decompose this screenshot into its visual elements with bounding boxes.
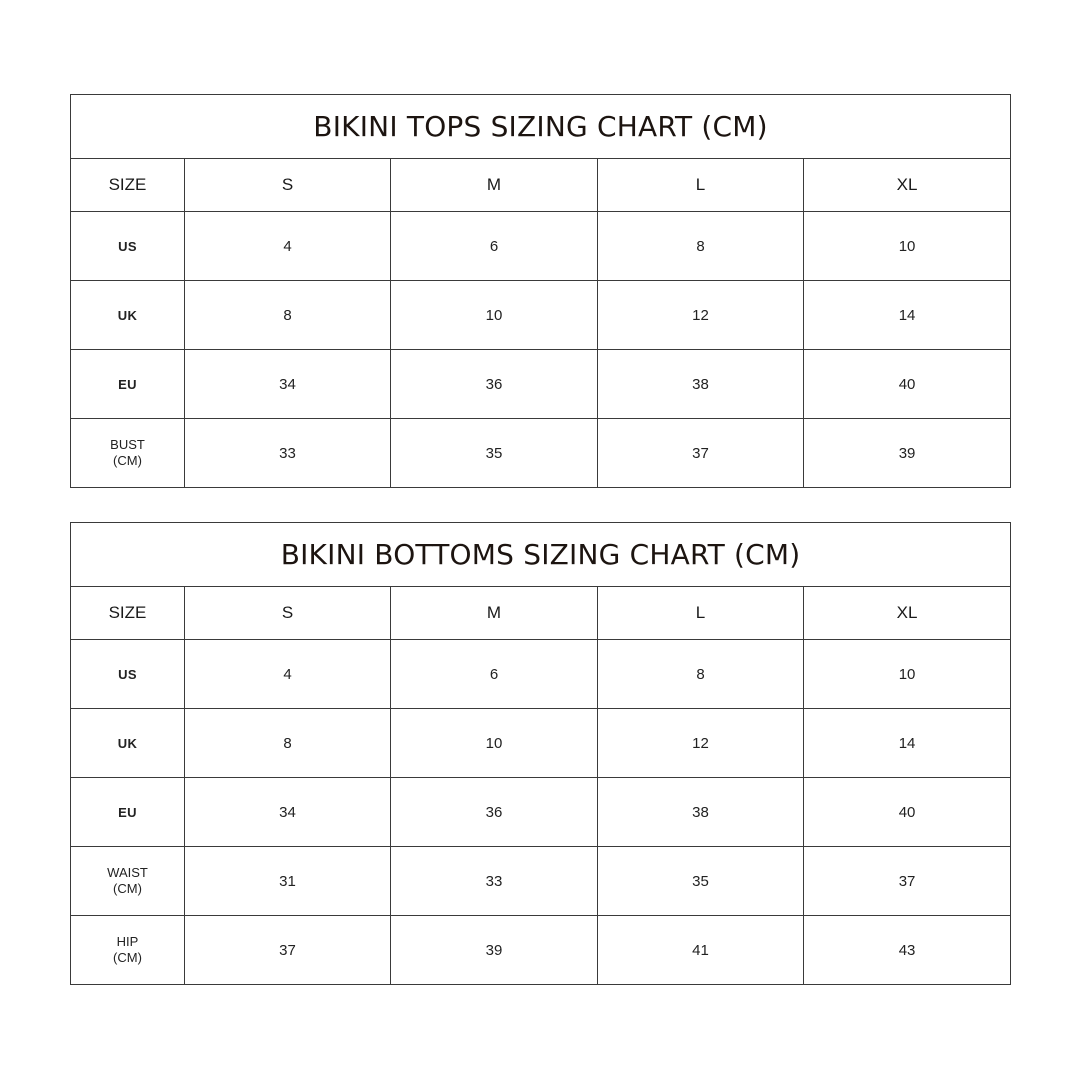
table-cell: 8 <box>185 709 391 778</box>
table-cell: 38 <box>598 778 804 847</box>
table-cell: 37 <box>804 847 1011 916</box>
table-cell: 10 <box>391 709 598 778</box>
table-cell: 8 <box>185 281 391 350</box>
bottoms-sizing-table <box>70 522 1011 985</box>
tops-row-bust <box>71 419 1011 488</box>
table-cell: 33 <box>391 847 598 916</box>
table-cell: 33 <box>185 419 391 488</box>
size-header-label: SIZE <box>71 587 185 640</box>
row-label-text: WAIST <box>107 865 148 880</box>
table-cell: 37 <box>185 916 391 985</box>
table-cell: 40 <box>804 350 1011 419</box>
row-label-eu: EU <box>71 778 185 847</box>
table-cell: 40 <box>804 778 1011 847</box>
table-cell: 31 <box>185 847 391 916</box>
bottoms-header-row <box>71 587 1011 640</box>
table-cell: 14 <box>804 709 1011 778</box>
tops-header-row <box>71 159 1011 212</box>
table-cell: 39 <box>804 419 1011 488</box>
table-cell: 39 <box>391 916 598 985</box>
row-label-text: BUST <box>110 437 145 452</box>
table-cell: 10 <box>804 640 1011 709</box>
tops-row-us <box>71 212 1011 281</box>
table-cell: 36 <box>391 350 598 419</box>
bottoms-row-us <box>71 640 1011 709</box>
table-cell: 35 <box>391 419 598 488</box>
table-cell: 6 <box>391 640 598 709</box>
size-header-xl: XL <box>804 159 1011 212</box>
row-label-text: HIP <box>116 934 139 949</box>
size-header-xl: XL <box>804 587 1011 640</box>
size-header-m: M <box>391 159 598 212</box>
row-label-bust <box>71 419 185 488</box>
row-label-uk: UK <box>71 281 185 350</box>
row-label-waist <box>71 847 185 916</box>
tops-row-uk <box>71 281 1011 350</box>
table-cell: 6 <box>391 212 598 281</box>
size-header-s: S <box>185 587 391 640</box>
table-cell: 34 <box>185 778 391 847</box>
tops-sizing-table <box>70 94 1011 488</box>
row-label-unit: (CM) <box>113 950 142 965</box>
table-cell: 34 <box>185 350 391 419</box>
table-cell: 10 <box>804 212 1011 281</box>
table-cell: 43 <box>804 916 1011 985</box>
row-label-us: US <box>71 212 185 281</box>
size-header-l: L <box>598 159 804 212</box>
table-cell: 35 <box>598 847 804 916</box>
bottoms-row-uk <box>71 709 1011 778</box>
row-label-eu: EU <box>71 350 185 419</box>
bottoms-chart-title: BIKINI BOTTOMS SIZING CHART (CM) <box>71 523 1011 587</box>
table-cell: 10 <box>391 281 598 350</box>
table-cell: 38 <box>598 350 804 419</box>
table-cell: 8 <box>598 640 804 709</box>
table-cell: 12 <box>598 709 804 778</box>
table-cell: 12 <box>598 281 804 350</box>
bottoms-row-hip <box>71 916 1011 985</box>
row-label-uk: UK <box>71 709 185 778</box>
table-cell: 4 <box>185 640 391 709</box>
tops-chart-title: BIKINI TOPS SIZING CHART (CM) <box>71 95 1011 159</box>
table-cell: 37 <box>598 419 804 488</box>
table-cell: 4 <box>185 212 391 281</box>
table-cell: 8 <box>598 212 804 281</box>
size-header-m: M <box>391 587 598 640</box>
row-label-us: US <box>71 640 185 709</box>
size-header-s: S <box>185 159 391 212</box>
row-label-unit: (CM) <box>113 881 142 896</box>
tops-row-eu <box>71 350 1011 419</box>
size-header-l: L <box>598 587 804 640</box>
bottoms-row-eu <box>71 778 1011 847</box>
table-cell: 36 <box>391 778 598 847</box>
table-cell: 41 <box>598 916 804 985</box>
bottoms-row-waist <box>71 847 1011 916</box>
table-cell: 14 <box>804 281 1011 350</box>
row-label-unit: (CM) <box>113 453 142 468</box>
size-header-label: SIZE <box>71 159 185 212</box>
row-label-hip <box>71 916 185 985</box>
